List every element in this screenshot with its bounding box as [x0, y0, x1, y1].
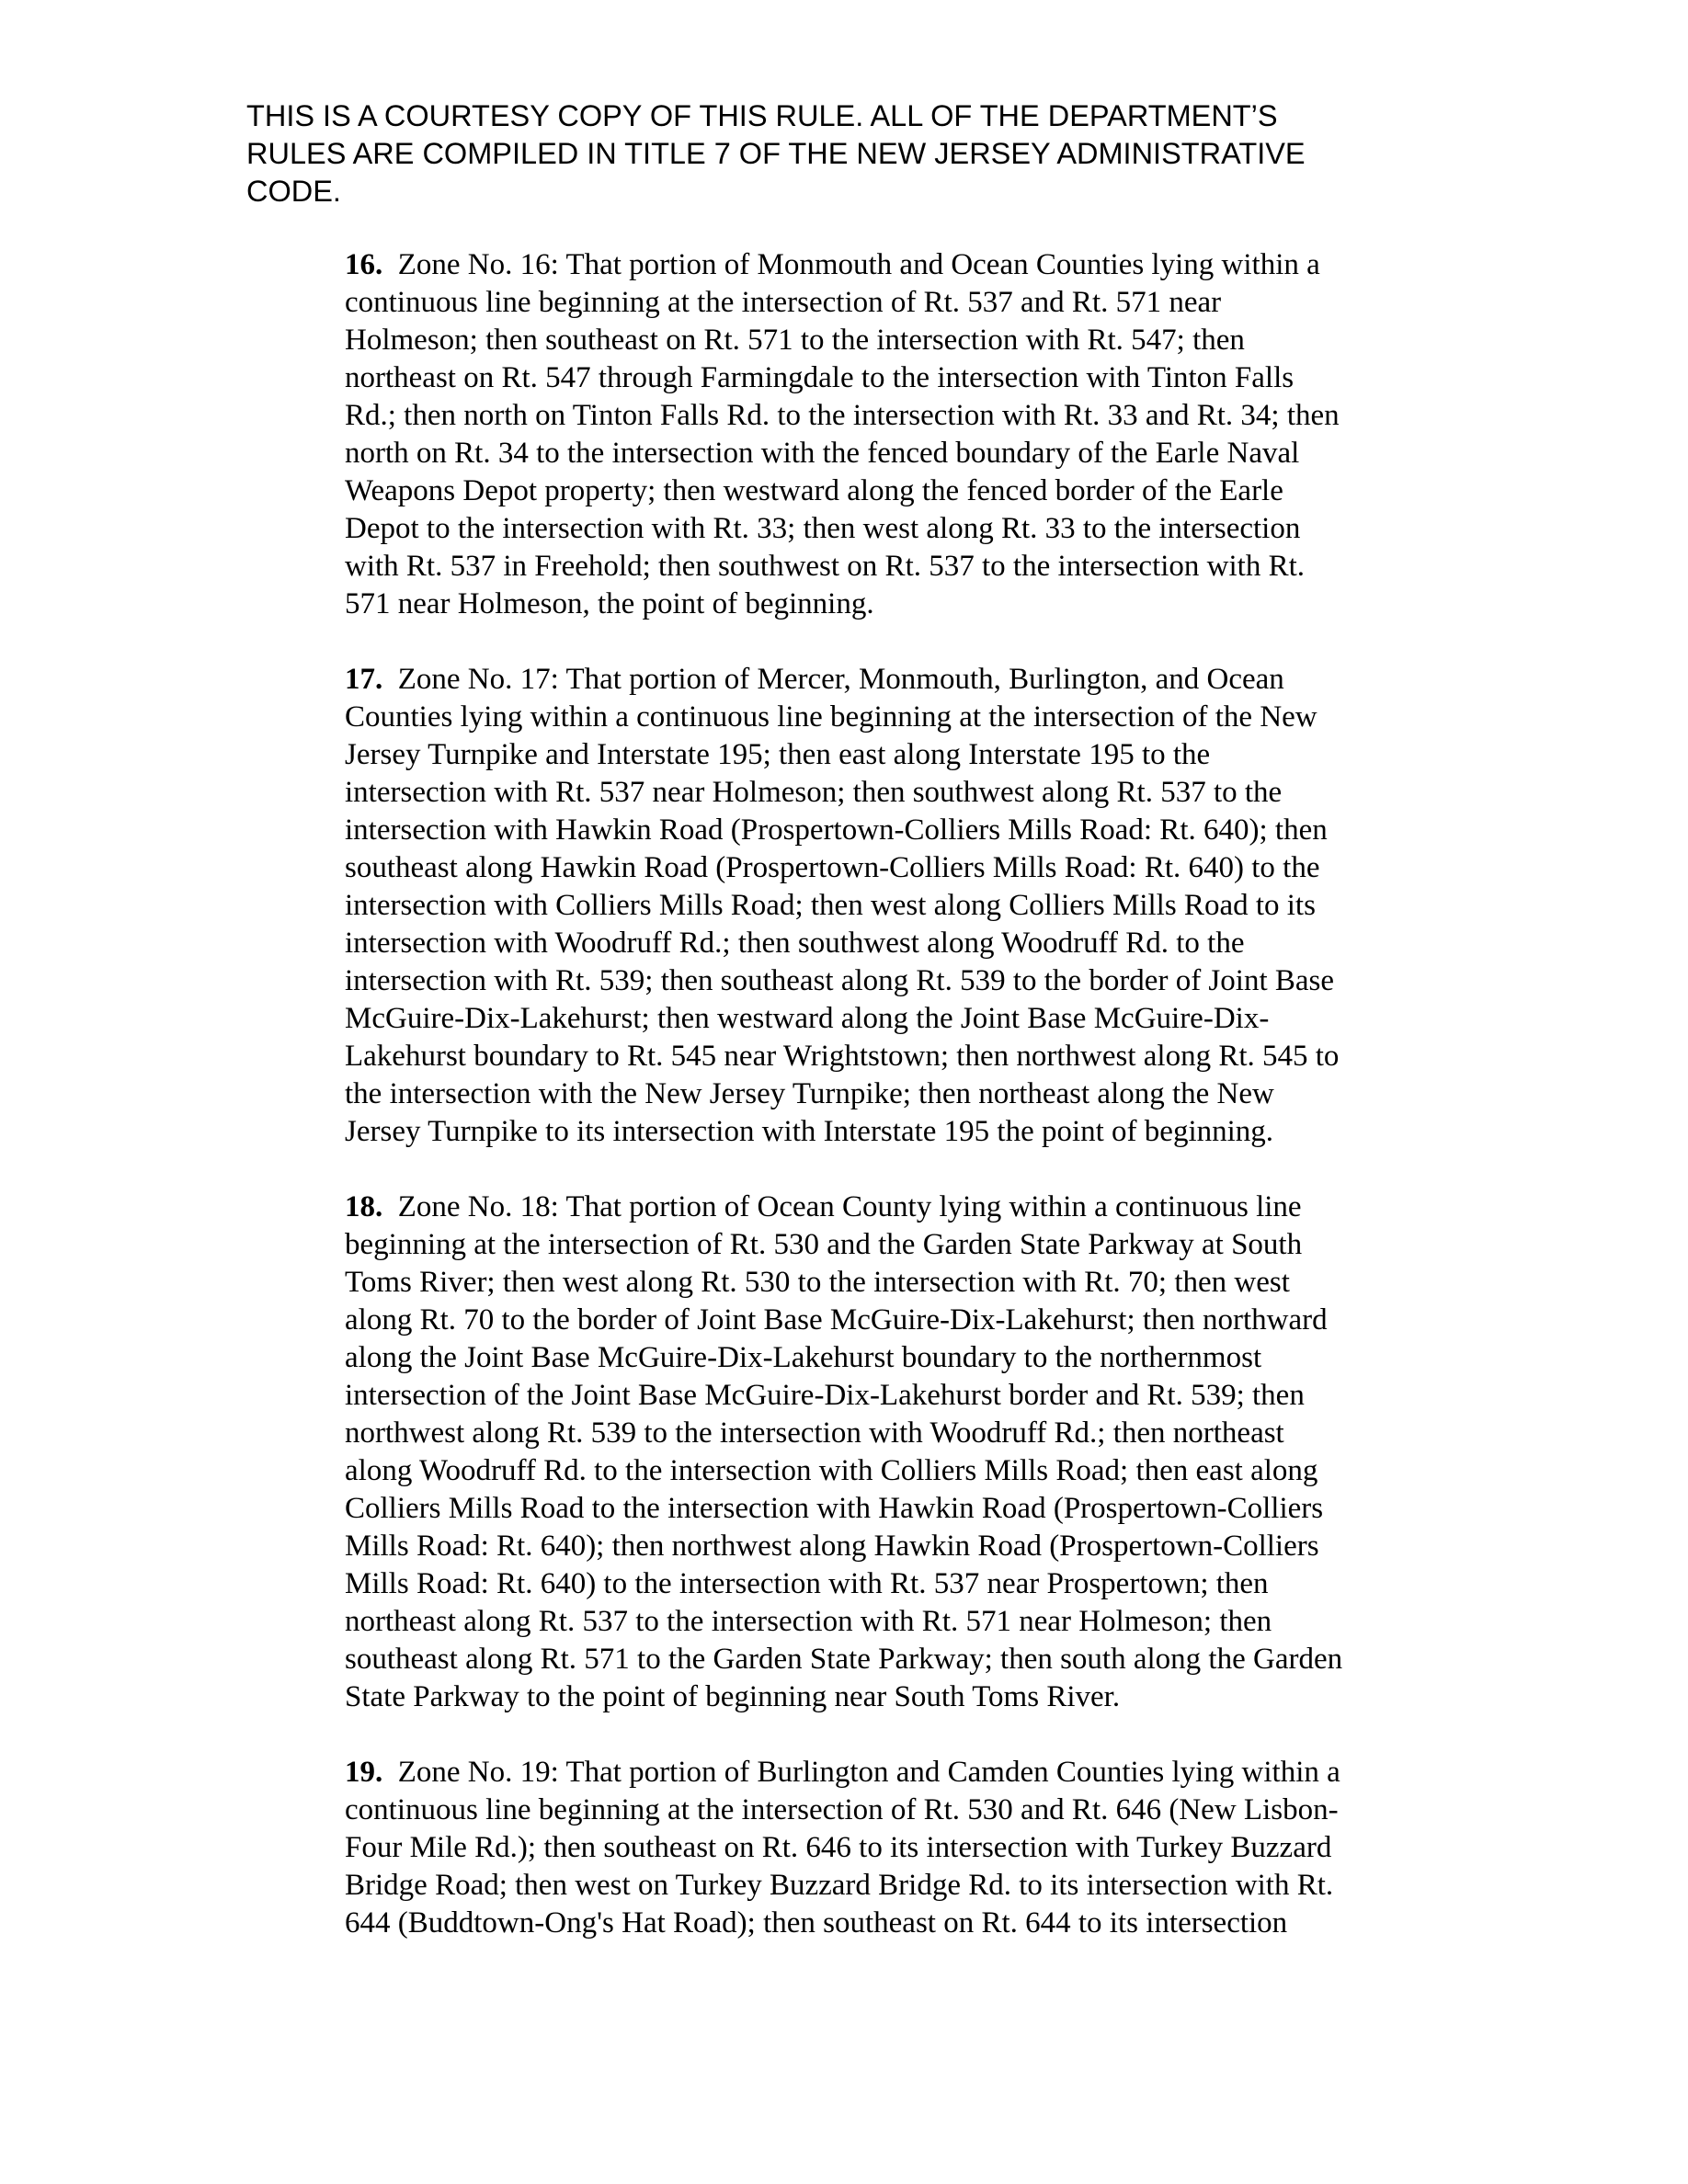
paragraph-line: north on Rt. 34 to the intersection with the fenced boundary of the Earle Naval [345, 437, 1300, 470]
paragraph-line: intersection of the Joint Base McGuire-Dix-Lakehurst border and Rt. 539; then [345, 1379, 1305, 1412]
paragraph-line: intersection with Colliers Mills Road; then west along Colliers Mills Road to its [345, 889, 1316, 922]
paragraph-line: Holmeson; then southeast on Rt. 571 to the intersection with Rt. 547; then [345, 324, 1245, 357]
paragraph-line: Mills Road: Rt. 640); then northwest along Hawkin Road (Prospertown-Colliers [345, 1530, 1319, 1563]
paragraph-line: 18. Zone No. 18: That portion of Ocean County lying within a continuous line [345, 1190, 1302, 1223]
paragraph-line: Colliers Mills Road to the intersection with Hawkin Road (Prospertown-Colliers [345, 1492, 1324, 1525]
zone-paragraph-18 [345, 1189, 1448, 1716]
paragraph-line: intersection with Rt. 537 near Holmeson; then southwest along Rt. 537 to the [345, 776, 1283, 809]
paragraph-line: Four Mile Rd.); then southeast on Rt. 646 to its intersection with Turkey Buzzard [345, 1831, 1332, 1864]
paragraph-line: beginning at the intersection of Rt. 530 and the Garden State Parkway at South [345, 1228, 1303, 1261]
paragraph-line: along the Joint Base McGuire-Dix-Lakehurst boundary to the northernmost [345, 1341, 1262, 1374]
paragraph-number: 19. [345, 1756, 383, 1789]
rule-text [345, 246, 1448, 1980]
paragraph-number: 17. [345, 663, 383, 696]
paragraph-line: along Rt. 70 to the border of Joint Base McGuire-Dix-Lakehurst; then northward [345, 1303, 1328, 1337]
paragraph-line: continuous line beginning at the intersection of Rt. 530 and Rt. 646 (New Lisbon- [345, 1793, 1339, 1826]
courtesy-notice-header [246, 97, 1534, 210]
paragraph-line: McGuire-Dix-Lakehurst; then westward along the Joint Base McGuire-Dix- [345, 1002, 1270, 1035]
paragraph-line: northeast on Rt. 547 through Farmingdale to the intersection with Tinton Falls [345, 361, 1295, 394]
paragraph-number: 16. [345, 248, 383, 281]
paragraph-line: continuous line beginning at the intersection of Rt. 537 and Rt. 571 near [345, 286, 1222, 319]
paragraph-line: southeast along Rt. 571 to the Garden State Parkway; then south along the Garden [345, 1643, 1343, 1676]
paragraph-line: Toms River; then west along Rt. 530 to the intersection with Rt. 70; then west [345, 1266, 1290, 1299]
paragraph-line: intersection with Rt. 539; then southeast along Rt. 539 to the border of Joint Base [345, 964, 1335, 997]
paragraph-line: 644 (Buddtown-Ong's Hat Road); then southeast on Rt. 644 to its intersection [345, 1906, 1288, 1939]
paragraph-line: Lakehurst boundary to Rt. 545 near Wrightstown; then northwest along Rt. 545 to [345, 1040, 1340, 1073]
paragraph-line: northwest along Rt. 539 to the intersection with Woodruff Rd.; then northeast [345, 1416, 1284, 1450]
zone-paragraph-17 [345, 661, 1448, 1151]
paragraph-line: 16. Zone No. 16: That portion of Monmouth and Ocean Counties lying within a [345, 248, 1320, 281]
paragraph-number: 18. [345, 1190, 383, 1223]
paragraph-line: Rd.; then north on Tinton Falls Rd. to the intersection with Rt. 33 and Rt. 34; then [345, 399, 1340, 432]
paragraph-line: northeast along Rt. 537 to the intersection with Rt. 571 near Holmeson; then [345, 1605, 1272, 1638]
header-line: RULES ARE COMPILED IN TITLE 7 OF THE NEW JERSEY ADMINISTRATIVE [246, 137, 1306, 170]
paragraph-line: intersection with Hawkin Road (Prospertown-Colliers Mills Road: Rt. 640); then [345, 813, 1328, 847]
paragraph-line: Mills Road: Rt. 640) to the intersection with Rt. 537 near Prospertown; then [345, 1567, 1269, 1600]
zone-paragraph-19 [345, 1754, 1448, 1942]
paragraph-line: Bridge Road; then west on Turkey Buzzard Bridge Rd. to its intersection with Rt. [345, 1869, 1334, 1902]
paragraph-line: State Parkway to the point of beginning near South Toms River. [345, 1680, 1121, 1713]
paragraph-line: Counties lying within a continuous line beginning at the intersection of the New [345, 700, 1317, 734]
paragraph-line: Weapons Depot property; then westward along the fenced border of the Earle [345, 474, 1283, 507]
paragraph-line: intersection with Woodruff Rd.; then southwest along Woodruff Rd. to the [345, 927, 1245, 960]
header-line: THIS IS A COURTESY COPY OF THIS RULE. ALL OF THE DEPARTMENT’S [246, 99, 1278, 132]
paragraph-line: Depot to the intersection with Rt. 33; then west along Rt. 33 to the intersection [345, 512, 1301, 545]
paragraph-line: 17. Zone No. 17: That portion of Mercer, Monmouth, Burlington, and Ocean [345, 663, 1284, 696]
paragraph-line: with Rt. 537 in Freehold; then southwest on Rt. 537 to the intersection with Rt. [345, 550, 1306, 583]
paragraph-line: 19. Zone No. 19: That portion of Burlington and Camden Counties lying within a [345, 1756, 1340, 1789]
paragraph-line: along Woodruff Rd. to the intersection with Colliers Mills Road; then east along [345, 1454, 1318, 1487]
paragraph-line: Jersey Turnpike to its intersection with Interstate 195 the point of beginning. [345, 1115, 1274, 1148]
header-line: CODE. [246, 175, 341, 208]
paragraph-line: Jersey Turnpike and Interstate 195; then east along Interstate 195 to the [345, 738, 1211, 771]
paragraph-line: southeast along Hawkin Road (Prospertown-Colliers Mills Road: Rt. 640) to the [345, 851, 1320, 884]
paragraph-line: 571 near Holmeson, the point of beginning. [345, 587, 874, 620]
zone-paragraph-16 [345, 246, 1448, 623]
paragraph-line: the intersection with the New Jersey Turnpike; then northeast along the New [345, 1077, 1274, 1110]
